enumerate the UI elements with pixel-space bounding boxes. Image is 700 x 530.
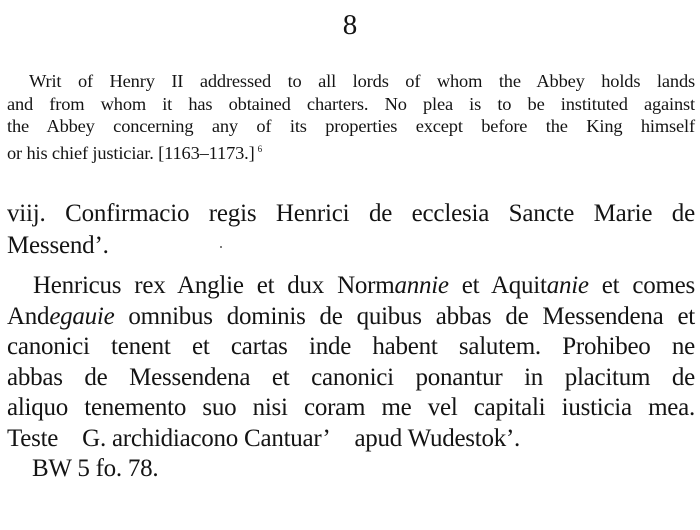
footnote-marker: 6	[257, 143, 262, 154]
document-summary	[7, 70, 695, 164]
text-line: canonici tenent et cartas inde habent salutem. Prohibeo ne	[7, 333, 695, 360]
summary-line: and from whom it has obtained charters. No plea is to be instituted against	[7, 93, 695, 114]
heading-line: viij. Confirmacio regis Henrici de ecclesia Sancte Marie de	[7, 200, 695, 227]
text-segment: et comes	[588, 272, 695, 299]
expanded-abbreviation: anie	[546, 272, 589, 299]
charter-heading	[7, 198, 695, 262]
expanded-abbreviation: egauie	[49, 302, 115, 330]
text-segment: omnibus dominis de quibus abbas de Messendena et	[114, 302, 695, 330]
document-number: 8	[342, 9, 358, 41]
summary-line: the Abbey concerning any of its properties except before the King himself	[7, 116, 695, 136]
text-line	[7, 302, 695, 333]
expanded-abbreviation: annie	[394, 272, 449, 299]
teste-label: Teste	[7, 424, 59, 452]
text-line: aliquo tenemento suo nisi coram me vel capitali iusticia mea.	[7, 394, 695, 421]
text-line	[7, 271, 695, 302]
witness-line	[7, 424, 695, 455]
text-line: abbas de Messendena et canonici ponantur in placitum de	[7, 363, 695, 391]
witness-name: G. archidiacono Cantuar’	[82, 424, 331, 452]
text-segment: et Aquit	[448, 272, 547, 299]
charter-text	[7, 271, 695, 485]
ink-speck	[220, 246, 222, 248]
summary-line: or his chief justiciar. [1163–1173.]	[7, 142, 255, 163]
summary-line: Writ of Henry II addressed to all lords of whom the Abbey holds lands	[29, 71, 695, 91]
text-segment: And	[7, 302, 50, 330]
summary-line-last	[7, 138, 695, 165]
place-of-issue: apud Wudestok’.	[354, 424, 521, 452]
text-segment: Henricus rex Anglie et dux Norm	[33, 272, 395, 299]
heading-line: Messend’.	[7, 232, 109, 259]
source-reference: BW 5 fo. 78.	[32, 455, 159, 482]
